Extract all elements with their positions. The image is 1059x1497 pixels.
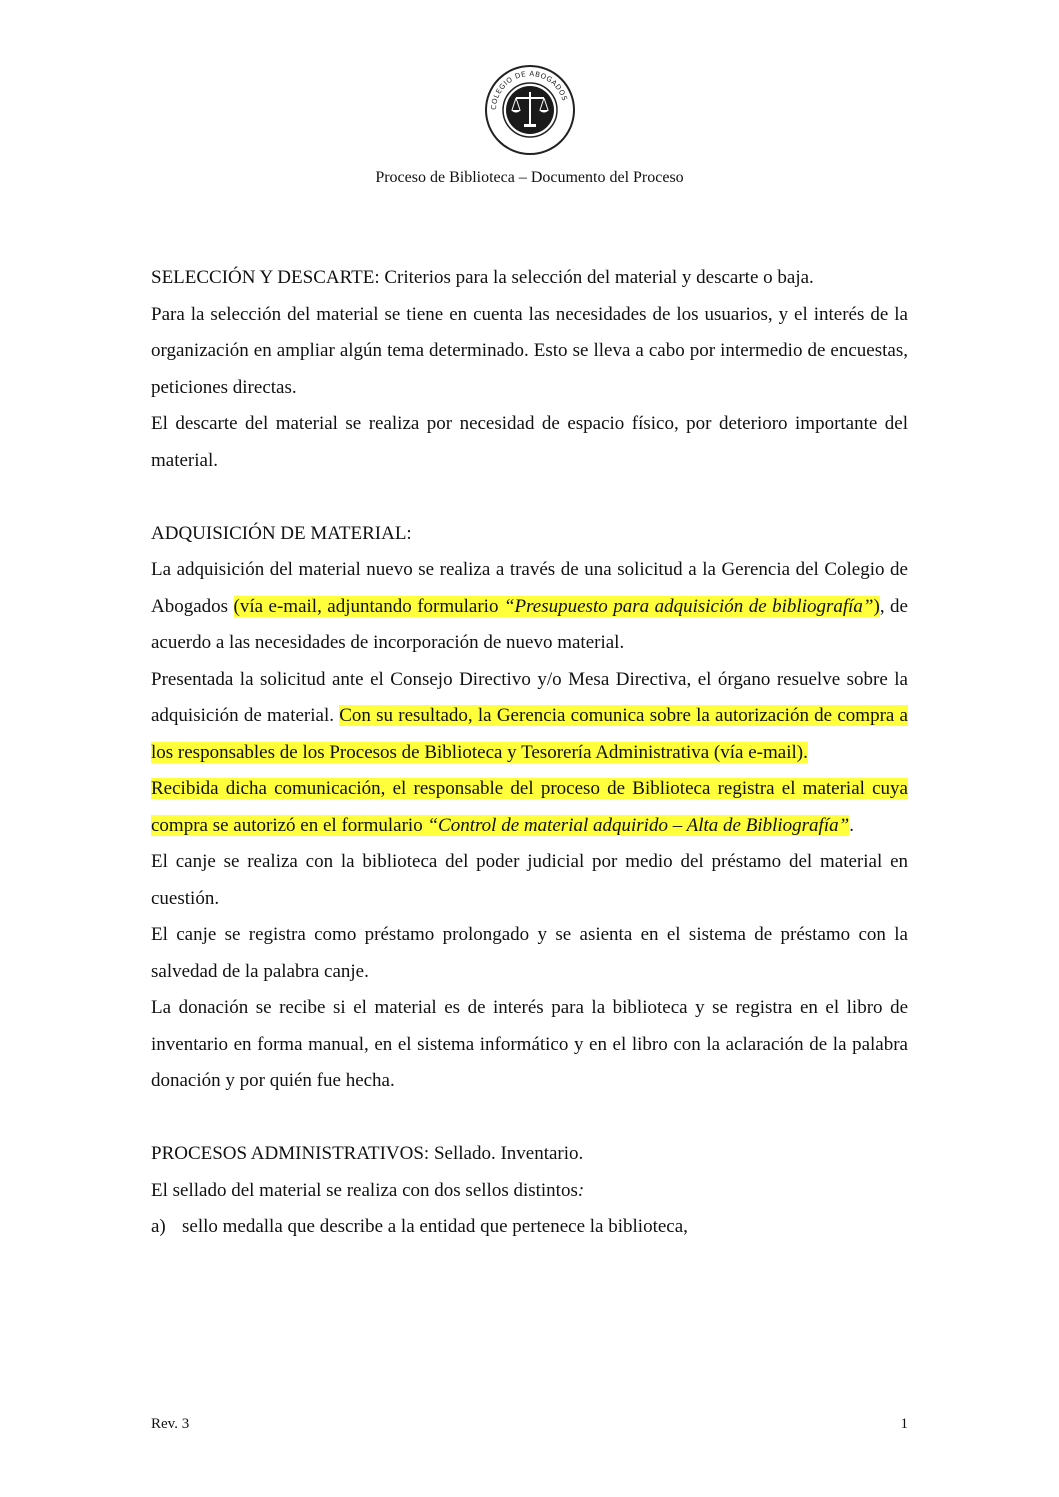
logo-ring-text: COLEGIO DE ABOGADOS <box>489 69 569 111</box>
heading-seleccion-rest: Criterios para la selección del material y descarte o baja. <box>379 267 814 288</box>
sellado-text: El sellado del material se realiza con dos sellos distintos <box>151 1179 578 1201</box>
paragraph-seleccion-1: Para la selección del material se tiene en cuenta las necesidades de los usuarios, y el interés de la organización en ampliar algún tema determinado. Esto se lleva a cabo por intermedio de encuestas, peticiones directas. <box>151 303 908 398</box>
organization-logo <box>484 64 576 156</box>
paragraph-sellado <box>151 1173 908 1210</box>
paragraph-adquisicion-2 <box>151 662 908 772</box>
document-body <box>151 260 908 1246</box>
highlight-recibida <box>151 778 908 836</box>
form-name-control-material: “Control de material adquirido – Alta de Bibliografía” <box>427 814 850 836</box>
adquisicion-p1-hl-a: (vía e-mail, adjuntando formulario <box>233 595 504 617</box>
adquisicion-p3-hl-a: Recibida dicha comunicación, el responsable del proceso de Biblioteca registra el material cuya compra se autorizó en el formulario <box>151 778 908 836</box>
section-heading-procesos <box>151 1136 908 1173</box>
highlight-gerencia-comunica: Con su resultado, la Gerencia comunica sobre la autorización de compra a los responsables de los Procesos de Biblioteca y Tesorería Administrativa (vía e-mail). <box>151 705 908 763</box>
adquisicion-p1-a: La adquisición del material nuevo se realiza a través de una solicitud a la Gerencia del Colegio de Abogados <box>151 559 908 617</box>
sellado-colon: : <box>577 1179 585 1201</box>
section-heading-seleccion <box>151 260 908 297</box>
footer-revision: Rev. 3 <box>151 1416 190 1432</box>
paragraph-canje-1: El canje se realiza con la biblioteca del poder judicial por medio del préstamo del material en cuestión. <box>151 851 908 909</box>
highlight-via-email <box>234 596 880 617</box>
list-item-marker: a) <box>151 1216 166 1237</box>
section-heading-adquisicion: ADQUISICIÓN DE MATERIAL: <box>151 522 412 544</box>
form-name-presupuesto: “Presupuesto para adquisición de bibliografía” <box>503 595 874 617</box>
list-item <box>151 1209 908 1246</box>
list-item-text: sello medalla que describe a la entidad que pertenece la biblioteca, <box>182 1216 688 1237</box>
document-header-title: Proceso de Biblioteca – Documento del Proceso <box>375 169 684 186</box>
heading-procesos-rest: Sellado. Inventario. <box>429 1143 584 1164</box>
adquisicion-p3-end: . <box>849 814 854 836</box>
adquisicion-p1-hl-c: ) <box>873 595 880 617</box>
heading-seleccion: SELECCIÓN Y DESCARTE: <box>151 267 380 288</box>
paragraph-adquisicion-1 <box>151 552 908 662</box>
paragraph-donacion: La donación se recibe si el material es de interés para la biblioteca y se registra en el libro de inventario en forma manual, en el sistema informático y en el libro con la aclaración de la palabra donación y por quién fue hecha. <box>151 997 908 1091</box>
footer-page-number: 1 <box>900 1416 908 1432</box>
adquisicion-p2-a: Presentada la solicitud ante el Consejo Directivo y/o Mesa Directiva, el órgano resuelve sobre la adquisición de material. <box>151 668 908 726</box>
heading-procesos: PROCESOS ADMINISTRATIVOS: <box>151 1143 430 1164</box>
paragraph-adquisicion-3 <box>151 771 908 844</box>
adquisicion-p1-b: , de acuerdo a las necesidades de incorporación de nuevo material. <box>151 595 908 653</box>
paragraph-seleccion-2: El descarte del material se realiza por necesidad de espacio físico, por deterioro importante del material. <box>151 413 908 471</box>
paragraph-canje-2: El canje se registra como préstamo prolongado y se asienta en el sistema de préstamo con la salvedad de la palabra canje. <box>151 924 908 982</box>
scales-of-justice-icon <box>484 64 576 156</box>
